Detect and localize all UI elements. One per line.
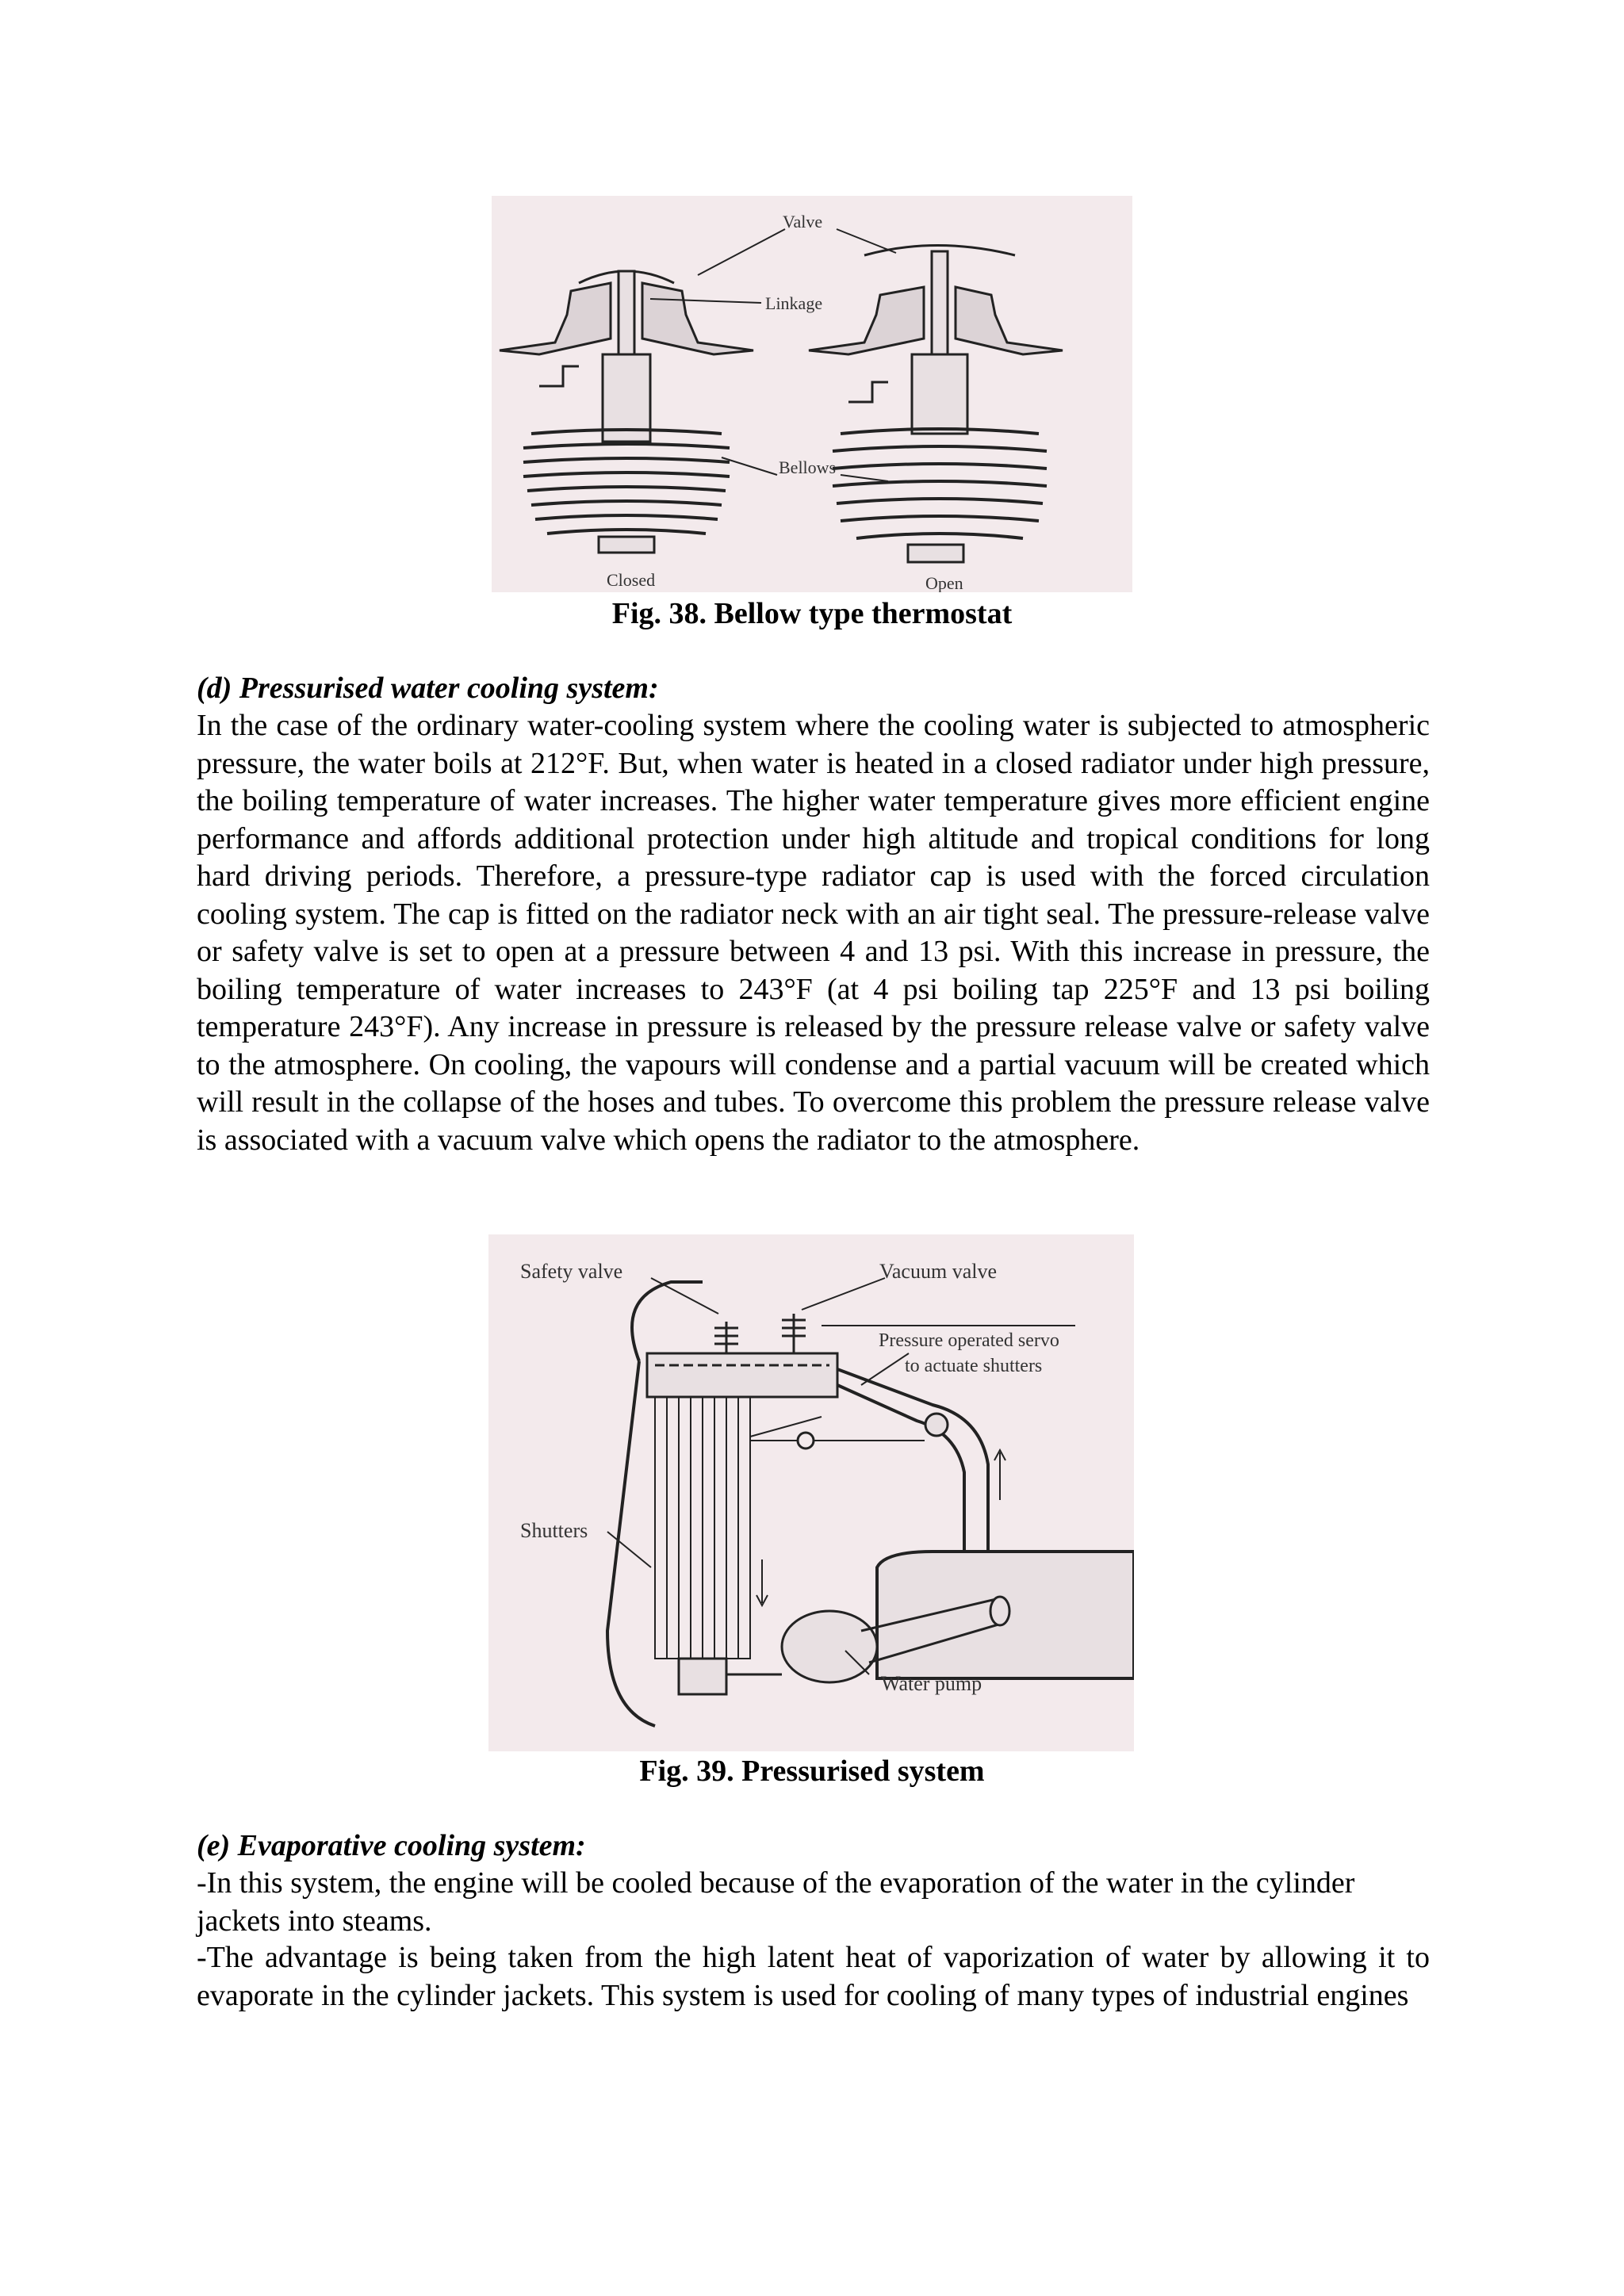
servo-label-line2: to actuate shutters: [905, 1356, 1043, 1376]
section-d-paragraph: In the case of the ordinary water-cooling system where the cooling water is subjected to atmospheric pressure, the water boils at 212°F. But, when water is heated in a closed radiator under high pressure, the boiling temperature of water increases. The higher water temperature gives more efficient engine performance and affords additional protection under high altitude and tropical conditions for long hard driving periods. Therefore, a pressure-type radiator cap is used with the forced circulation cooling system. The cap is fitted on the radiator neck with an air tight seal. The pressure-release valve or safety valve is set to open at a pressure between 4 and 13 psi. With this increase in pressure, the boiling temperature of water increases to 243°F (at 4 psi boiling tap 225°F and 13 psi boiling temperature 243°F). Any increase in pressure is released by the pressure release valve or safety valve to the atmosphere. On cooling, the vapours will condense and a partial vacuum will be created which will result in the collapse of the hoses and tubes. To overcome this problem the pressure release valve is associated with a vacuum valve which opens the radiator to the atmosphere.: [197, 709, 1430, 1157]
closed-label: Closed: [607, 570, 656, 590]
bellow-thermostat-drawing: [492, 196, 1132, 592]
section-e-heading: (e) Evaporative cooling system:: [197, 1829, 586, 1862]
figure-38-caption: Fig. 38. Bellow type thermostat: [611, 597, 1013, 630]
valve-label: Valve: [783, 212, 823, 232]
vacuum-valve-label: Vacuum valve: [879, 1260, 998, 1283]
open-label: Open: [925, 573, 963, 592]
figure-39-caption: Fig. 39. Pressurised system: [639, 1755, 985, 1788]
servo-label-line1: Pressure operated servo: [879, 1330, 1059, 1351]
section-e-paragraph-1: -In this system, the engine will be cooled because of the evaporation of the water in the cylinder jackets into steams.: [197, 1866, 1355, 1938]
section-e-paragraph-2: -The advantage is being taken from the high latent heat of vaporization of water by allowing it to evaporate in the cylinder jackets. This system is used for cooling of many types of industrial engines: [197, 1941, 1430, 2012]
water-pump-label: Water pump: [881, 1672, 982, 1695]
safety-valve-label: Safety valve: [520, 1260, 623, 1283]
shutters-label: Shutters: [520, 1519, 588, 1542]
section-d-heading: (d) Pressurised water cooling system:: [197, 672, 659, 705]
pressurised-system-drawing: [488, 1234, 1134, 1751]
pressurised-system-figure: [488, 1234, 1134, 1751]
bellows-label: Bellows: [779, 457, 837, 477]
linkage-label: Linkage: [765, 293, 823, 313]
bellow-thermostat-figure: [492, 196, 1132, 592]
